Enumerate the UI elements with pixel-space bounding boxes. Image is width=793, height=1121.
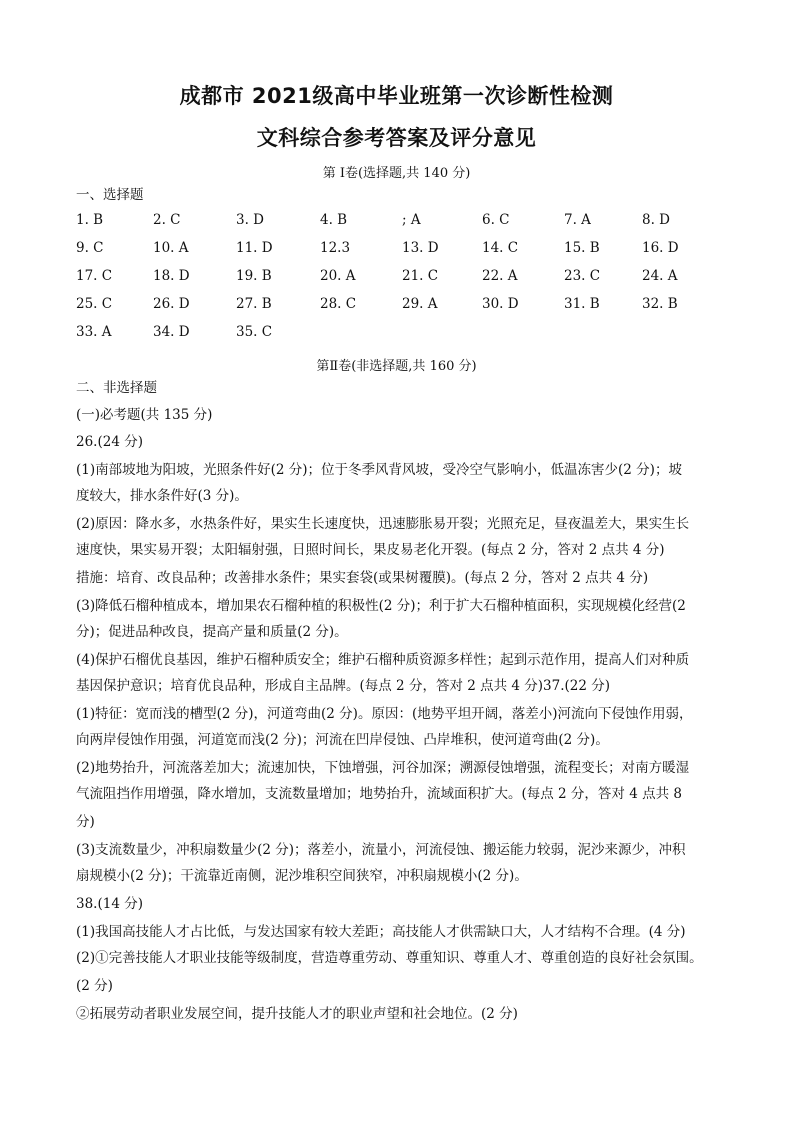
answer-item: 25. C [76,296,113,312]
answer-item: 30. D [482,296,519,312]
answer-line: 措施：培育、改良品种；改善排水条件；果实套袋(或果树覆膜)。(每点 2 分，答对 2 点共 4 分) [76,570,649,586]
answer-item: 16. D [642,240,679,256]
answer-item: 12.3 [320,240,351,256]
answer-item: 21. C [402,268,439,284]
answer-item: 17. C [76,268,113,284]
answer-item: 28. C [320,296,357,312]
answer-line: (2 分) [76,978,113,994]
answer-line: 向两岸侵蚀作用强，河道宽而浅(2 分)；河流在凹岸侵蚀、凸岸堆积，使河道弯曲(2 分)。 [76,732,609,748]
answer-line: ②拓展劳动者职业发展空间，提升技能人才的职业声望和社会地位。(2 分) [76,1006,518,1022]
answer-item: 20. A [320,268,356,284]
answer-item: 33. A [76,324,112,340]
answer-item: 13. D [402,240,439,256]
answer-line: (4)保护石榴优良基因，维护石榴种质安全；维护石榴种质资源多样性；起到示范作用，提高人们对种质 [76,652,690,668]
answer-line: 38.(14 分) [76,896,143,912]
section-label-nonchoice: 二、非选择题 [76,380,157,396]
answer-item: 14. C [482,240,519,256]
answer-line: 速度快，果实易开裂；太阳辐射强，日照时间长，果皮易老化开裂。(每点 2 分，答对 2 点共 4 分) [76,542,665,558]
answer-item: 1. B [76,212,104,228]
answer-item: 15. B [564,240,600,256]
answer-line: (3)降低石榴种植成本，增加果农石榴种植的积极性(2 分)；利于扩大石榴种植面积，实现规模化经营(2 [76,598,686,614]
answer-item: 26. D [153,296,190,312]
document-title-line-2: 文科综合参考答案及评分意见 [256,126,537,150]
answer-item: 2. C [153,212,181,228]
answer-item: 27. B [236,296,272,312]
answer-item: 3. D [236,212,264,228]
answer-line: (2)地势抬升，河流落差加大；流速加快，下蚀增强，河谷加深；溯源侵蚀增强，流程变长；对南方暖湿 [76,760,690,776]
answer-item: 10. A [153,240,189,256]
answer-line: (2)①完善技能人才职业技能等级制度，营造尊重劳动、尊重知识、尊重人才、尊重创造的良好社会氛围。 [76,950,703,966]
part1-heading: 第 Ⅰ卷(选择题,共 140 分) [322,166,471,181]
answer-item: 18. D [153,268,190,284]
answer-item: 34. D [153,324,190,340]
answer-item: 35. C [236,324,273,340]
answer-item: 23. C [564,268,601,284]
answer-line: (2)原因：降水多，水热条件好，果实生长速度快，迅速膨胀易开裂；光照充足，昼夜温差大，果实生长 [76,516,690,532]
answer-item: 4. B [320,212,348,228]
answer-line: 分)；促进品种改良，提高产量和质量(2 分)。 [76,624,348,640]
answer-line: 气流阻挡作用增强，降水增加，支流数量增加；地势抬升，流域面积扩大。(每点 2 分，答对 4 点共 8 [76,786,682,802]
answer-line: 度较大，排水条件好(3 分)。 [76,488,248,504]
answer-line: (1)南部坡地为阳坡，光照条件好(2 分)；位于冬季风背风坡，受冷空气影响小，低温冻害少(2 分)；坡 [76,462,682,478]
answer-item: 19. B [236,268,272,284]
part2-heading: 第Ⅱ卷(非选择题,共 160 分) [316,359,477,374]
answer-item: 7. A [564,212,591,228]
answer-line: 分) [76,814,95,830]
required-questions-label: (一)必考题(共 135 分) [76,407,213,423]
answer-line: (3)支流数量少，冲积扇数量少(2 分)；落差小，流量小，河流侵蚀、搬运能力较弱，泥沙来源少，冲积 [76,842,686,858]
section-label-choice: 一、选择题 [76,187,144,203]
answer-item: 11. D [236,240,273,256]
answer-item: 9. C [76,240,104,256]
answer-item: 22. A [482,268,518,284]
answer-line: 基因保护意识；培育优良品种，形成自主品牌。(每点 2 分，答对 2 点共 4 分)37.(22 分) [76,678,611,694]
answer-line: 扇规模小(2 分)；干流靠近南侧，泥沙堆积空间狭窄，冲积扇规模小(2 分)。 [76,868,528,884]
document-title-line-1: 成都市 2021级高中毕业班第一次诊断性检测 [179,84,614,108]
answer-line: (1)我国高技能人才占比低，与发达国家有较大差距；高技能人才供需缺口大，人才结构不合理。(4 分) [76,924,686,940]
answer-item: 8. D [642,212,670,228]
answer-item: ; A [402,212,421,228]
answer-line: (1)特征：宽而浅的槽型(2 分)，河道弯曲(2 分)。原因：(地势平坦开阔，落差小)河流向下侵蚀作用弱， [76,706,693,722]
answer-item: 6. C [482,212,510,228]
answer-item: 32. B [642,296,678,312]
answer-item: 31. B [564,296,600,312]
answer-item: 29. A [402,296,438,312]
answer-item: 24. A [642,268,678,284]
answer-line: 26.(24 分) [76,434,143,450]
